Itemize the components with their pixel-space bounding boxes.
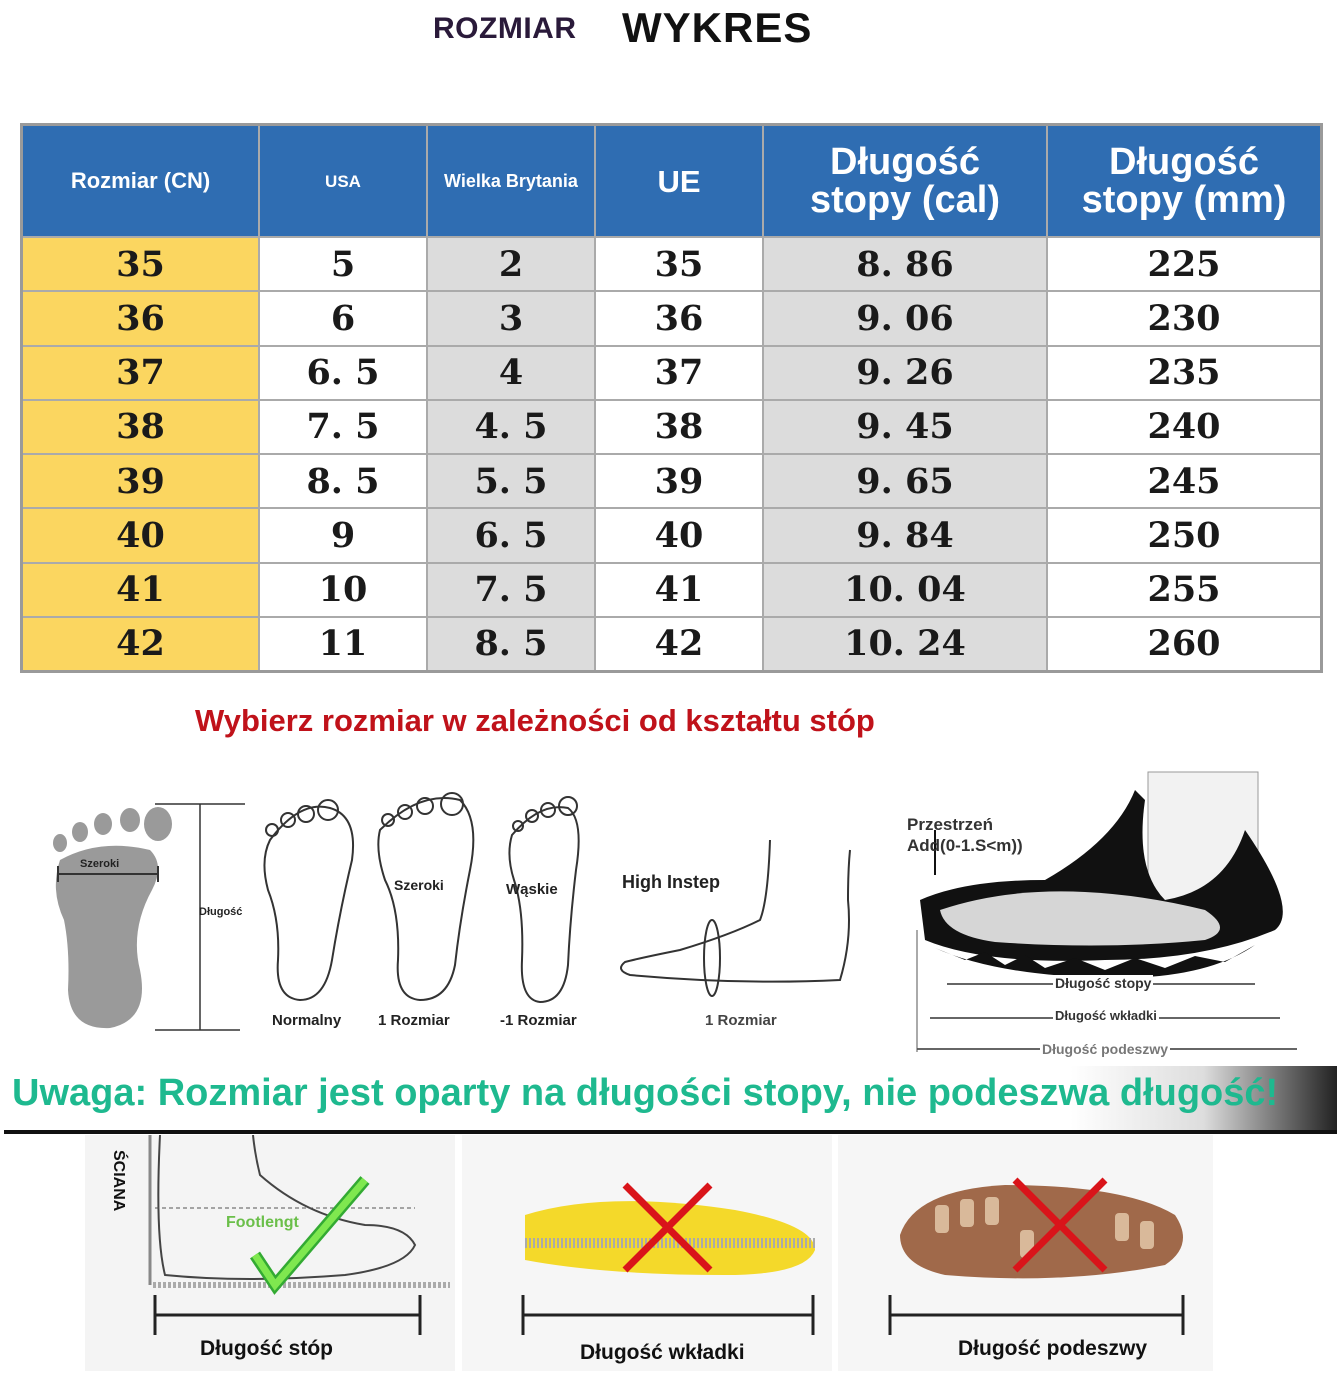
cell: 35 [23, 238, 258, 290]
size-table [20, 123, 1323, 673]
cell: 250 [1048, 509, 1320, 561]
cell: 8. 5 [260, 455, 426, 507]
cell: 7. 5 [260, 401, 426, 453]
cell: 8. 5 [428, 618, 594, 670]
cell: 240 [1048, 401, 1320, 453]
cell: 3 [428, 292, 594, 344]
foot-shapes-illustration [40, 790, 900, 1050]
space-label-1: Przestrzeń [907, 815, 993, 834]
footlength-label: Footlengt [226, 1214, 299, 1231]
cell: 230 [1048, 292, 1320, 344]
cell: 6. 5 [260, 347, 426, 399]
cell: 9. 45 [764, 401, 1046, 453]
narrow-inner-label: Wąskie [506, 881, 558, 898]
wall-label: ŚCIANA [110, 1150, 127, 1212]
cell: 235 [1048, 347, 1320, 399]
cell: 35 [596, 238, 762, 290]
cell: 9. 26 [764, 347, 1046, 399]
length-comparison-illustration [85, 1135, 1215, 1335]
cell: 5. 5 [428, 455, 594, 507]
cell: 38 [23, 401, 258, 453]
cell: 260 [1048, 618, 1320, 670]
col-header-mm: Długość stopy (mm) [1048, 126, 1320, 236]
cell: 5 [260, 238, 426, 290]
cell: 42 [23, 618, 258, 670]
caption-insole-length: Długość wkładki [580, 1341, 745, 1364]
cell: 4 [428, 347, 594, 399]
cell: 42 [596, 618, 762, 670]
length-label: Długość [199, 906, 243, 918]
wide-size-label: 1 Rozmiar [378, 1012, 450, 1029]
cell: 9 [260, 509, 426, 561]
cell: 2 [428, 238, 594, 290]
cell: 37 [596, 347, 762, 399]
high-instep-foot-icon [621, 840, 850, 996]
width-label: Szeroki [80, 858, 120, 870]
shoe-foot-length-label: Długość stopy [1055, 975, 1152, 991]
cell: 9. 65 [764, 455, 1046, 507]
caption-sole-length: Długość podeszwy [958, 1337, 1148, 1360]
cell: 225 [1048, 238, 1320, 290]
warning-text: Uwaga: Rozmiar jest oparty na długości stopy, nie podeszwa długość! [12, 1072, 1279, 1114]
wide-foot-icon [378, 793, 473, 1000]
cell: 36 [23, 292, 258, 344]
shoe-insole-length-label: Długość wkładki [1055, 1008, 1157, 1023]
normal-label: Normalny [272, 1012, 342, 1029]
cell: 9. 84 [764, 509, 1046, 561]
cell: 39 [596, 455, 762, 507]
cell: 9. 06 [764, 292, 1046, 344]
cell: 6 [260, 292, 426, 344]
narrow-foot-icon [509, 797, 578, 1002]
space-label-2: Add(0-1.S<m)) [907, 836, 1023, 855]
cell: 38 [596, 401, 762, 453]
cell: 36 [596, 292, 762, 344]
cell: 39 [23, 455, 258, 507]
chart-title-small: ROZMIAR [433, 12, 577, 45]
narrow-size-label: -1 Rozmiar [500, 1012, 577, 1029]
instep-size-label: 1 Rozmiar [705, 1012, 777, 1029]
shoe-sole-length-label: Długość podeszwy [1042, 1041, 1169, 1057]
cell: 255 [1048, 564, 1320, 616]
cell: 10 [260, 564, 426, 616]
col-header-inch: Długość stopy (cal) [764, 126, 1046, 236]
gray-footprint-icon [53, 807, 172, 1028]
col-header-uk: Wielka Brytania [428, 126, 594, 236]
cell: 6. 5 [428, 509, 594, 561]
normal-foot-icon [264, 800, 353, 1000]
cell: 41 [23, 564, 258, 616]
cell: 11 [260, 618, 426, 670]
col-header-usa: USA [260, 126, 426, 236]
cell: 41 [596, 564, 762, 616]
cell: 8. 86 [764, 238, 1046, 290]
cell: 7. 5 [428, 564, 594, 616]
chart-title: WYKRES [622, 4, 813, 51]
instep-title: High Instep [622, 872, 720, 892]
col-header-eu: UE [596, 126, 762, 236]
cell: 40 [596, 509, 762, 561]
caption-foot-length: Długość stóp [200, 1337, 334, 1360]
cell: 37 [23, 347, 258, 399]
cell: 10. 24 [764, 618, 1046, 670]
cell: 40 [23, 509, 258, 561]
cell: 245 [1048, 455, 1320, 507]
wide-inner-label: Szeroki [394, 877, 444, 893]
foot-shape-heading: Wybierz rozmiar w zależności od kształtu stóp [195, 703, 875, 738]
cell: 4. 5 [428, 401, 594, 453]
col-header-cn: Rozmiar (CN) [23, 126, 258, 236]
cell: 10. 04 [764, 564, 1046, 616]
